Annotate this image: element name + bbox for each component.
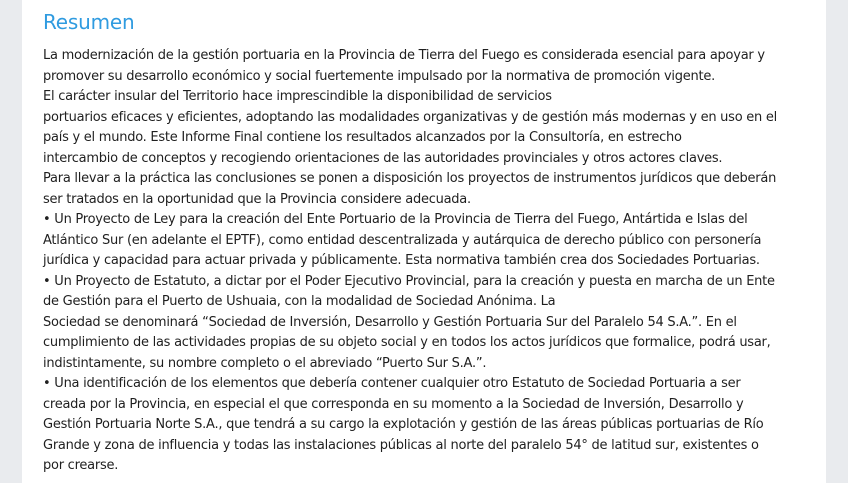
summary-line: Atlántico Sur (en adelante el EPTF), como entidad descentralizada y autárquica de derecho público con personería (43, 232, 762, 248)
summary-line: de Gestión para el Puerto de Ushuaia, con la modalidad de Sociedad Anónima. La (43, 294, 556, 309)
summary-line: cumplimiento de las actividades propias de su objeto social y en todos los actos jurídicos que formalice, podrá usar, (43, 335, 771, 350)
summary-line: jurídica y capacidad para actuar privada y públicamente. Esta normativa también crea dos Sociedades Portuarias. (43, 253, 760, 268)
summary-line: intercambio de conceptos y recogiendo orientaciones de las autoridades provinciales y otros actores claves. (43, 150, 723, 166)
summary-line: Sociedad se denominará “Sociedad de Inversión, Desarrollo y Gestión Portuaria Sur del Paralelo 54 S.A.”. En el (43, 314, 737, 330)
summary-line: La modernización de la gestión portuaria en la Provincia de Tierra del Fuego es considerada esencial para apoyar y (43, 48, 765, 63)
summary-line: Gestión Portuaria Norte S.A., que tendrá a su cargo la explotación y gestión de las áreas públicas portuarias de Río (43, 417, 764, 432)
bullet-line: • Una identificación de los elementos que debería contener cualquier otro Estatuto de Sociedad Portuaria a ser (43, 376, 741, 391)
summary-line: ser tratados en la oportunidad que la Provincia considere adecuada. (43, 191, 471, 207)
summary-line: El carácter insular del Territorio hace imprescindible la disponibilidad de servicios (43, 89, 552, 104)
summary-panel (22, 0, 826, 483)
summary-line: creada por la Provincia, en especial el que corresponda en su momento a la Sociedad de Inversión, Desarrollo y (43, 396, 744, 412)
summary-line: promover su desarrollo económico y social fuertemente impulsado por la normativa de promoción vigente. (43, 68, 715, 84)
bullet-line: • Un Proyecto de Estatuto, a dictar por el Poder Ejecutivo Provincial, para la creación y puesta en marcha de un Ente (43, 273, 775, 289)
summary-body (43, 46, 825, 477)
summary-line: país y el mundo. Este Informe Final contiene los resultados alcanzados por la Consultoría, en estrecho (43, 130, 682, 145)
summary-line: portuarios eficaces y eficientes, adoptando las modalidades organizativas y de gestión más modernas y en uso en el (43, 109, 778, 125)
summary-line: Grande y zona de influencia y todas las instalaciones públicas al norte del paralelo 54° de latitud sur, existentes o (43, 437, 759, 453)
bullet-line: • Un Proyecto de Ley para la creación del Ente Portuario de la Provincia de Tierra del Fuego, Antártida e Islas del (43, 212, 748, 227)
summary-line: Para llevar a la práctica las conclusiones se ponen a disposición los proyectos de instrumentos jurídicos que deberán (43, 171, 777, 186)
summary-line: por crearse. (43, 458, 119, 473)
section-title: Resumen (43, 10, 135, 34)
summary-line: indistintamente, su nombre completo o el abreviado “Puerto Sur S.A.”. (43, 355, 487, 371)
